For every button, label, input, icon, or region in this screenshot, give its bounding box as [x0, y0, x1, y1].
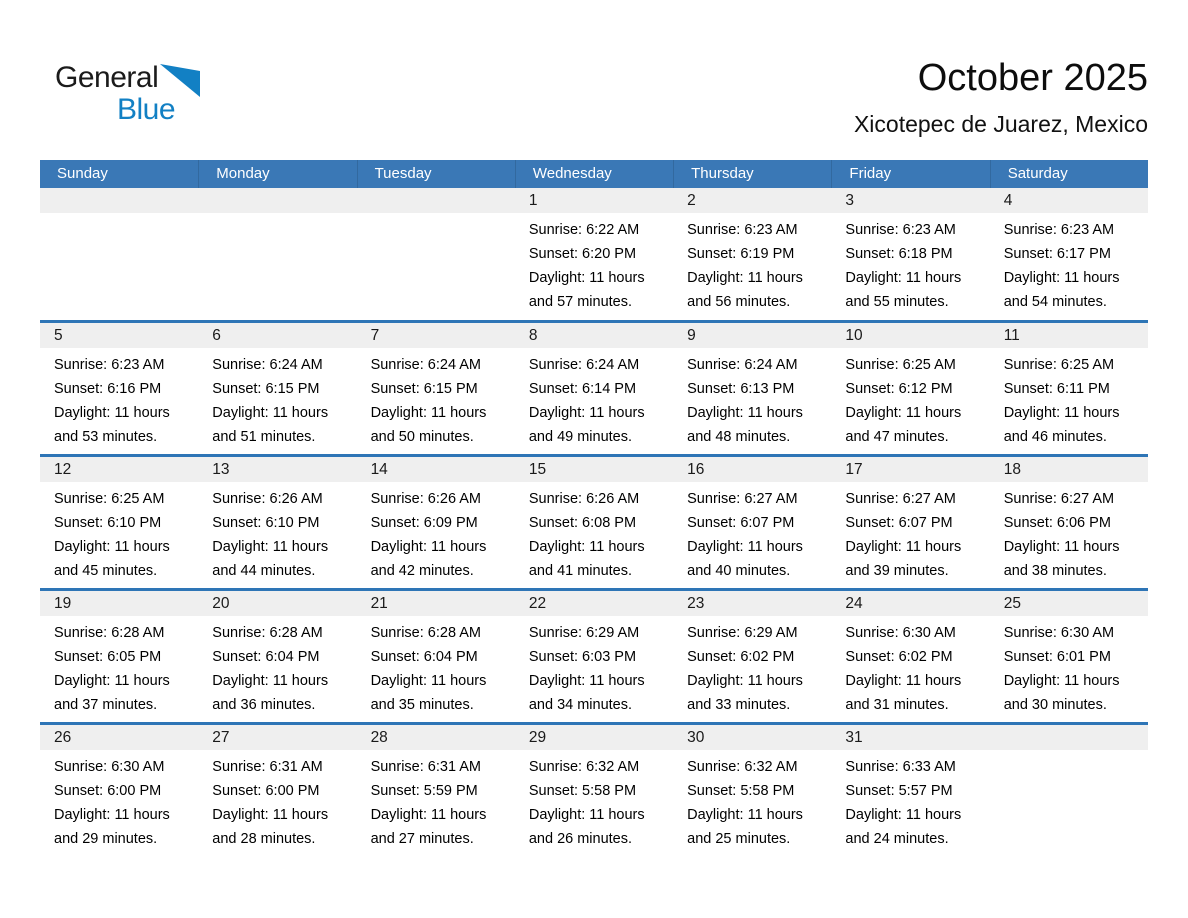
day-number: 7 — [357, 323, 515, 348]
week-row — [40, 588, 1148, 722]
daylight-text-line2: and 35 minutes. — [370, 697, 474, 713]
sunset-text: Sunset: 6:19 PM — [687, 246, 795, 262]
day-details — [198, 348, 356, 449]
day-number: 20 — [198, 591, 356, 616]
sunrise-text: Sunrise: 6:33 AM — [845, 759, 956, 775]
daylight-text-line2: and 34 minutes. — [528, 697, 633, 713]
daylight-text-line1: Daylight: 11 hours — [212, 405, 329, 421]
day-details — [673, 750, 831, 851]
sunrise-text: Sunrise: 6:31 AM — [212, 759, 323, 775]
day-number: 27 — [198, 725, 356, 750]
day-details — [357, 616, 515, 717]
sunrise-text: Sunrise: 6:27 AM — [687, 491, 798, 507]
day-cell — [40, 591, 198, 722]
day-number: 17 — [831, 457, 989, 482]
page-title: October 2025 — [917, 57, 1148, 99]
sunrise-text: Sunrise: 6:25 AM — [845, 357, 956, 373]
day-number: 25 — [990, 591, 1148, 616]
day-number: 29 — [515, 725, 673, 750]
sunset-text: Sunset: 6:15 PM — [370, 381, 478, 397]
daylight-text-line2: and 48 minutes. — [687, 429, 791, 445]
day-cell — [515, 725, 673, 856]
day-number: 1 — [515, 188, 673, 213]
day-number: 10 — [831, 323, 989, 348]
day-cell — [40, 725, 198, 856]
day-number: 8 — [515, 323, 673, 348]
location-subtitle: Xicotepec de Juarez, Mexico — [853, 111, 1148, 137]
day-cell — [198, 188, 356, 320]
sunset-text: Sunset: 6:14 PM — [528, 381, 637, 397]
sunset-text: Sunset: 6:02 PM — [687, 649, 795, 665]
day-details — [673, 482, 831, 583]
daylight-text-line1: Daylight: 11 hours — [528, 673, 645, 689]
sunrise-text: Sunrise: 6:26 AM — [528, 491, 640, 507]
daylight-text-line2: and 45 minutes. — [54, 563, 158, 579]
sunset-text: Sunset: 6:06 PM — [1003, 515, 1111, 531]
day-cell — [673, 323, 831, 454]
sunrise-text: Sunrise: 6:25 AM — [1003, 357, 1115, 373]
sunrise-text: Sunrise: 6:23 AM — [687, 222, 798, 238]
day-details — [831, 750, 989, 851]
weekday-header-cell: Wednesday — [515, 160, 673, 188]
daylight-text-line1: Daylight: 11 hours — [687, 270, 803, 286]
weekday-header-cell: Sunday — [57, 165, 108, 182]
general-blue-logo — [55, 62, 200, 125]
day-cell — [357, 457, 515, 588]
day-details — [40, 750, 198, 851]
day-details — [40, 213, 198, 218]
weekday-header-row — [40, 160, 1148, 188]
day-details — [515, 750, 673, 851]
sunset-text: Sunset: 6:08 PM — [528, 515, 637, 531]
day-details — [990, 750, 1148, 755]
daylight-text-line1: Daylight: 11 hours — [54, 807, 170, 823]
daylight-text-line2: and 57 minutes. — [528, 294, 633, 310]
day-cell — [831, 725, 989, 856]
daylight-text-line1: Daylight: 11 hours — [687, 673, 803, 689]
sunset-text: Sunset: 6:04 PM — [370, 649, 478, 665]
sunset-text: Sunset: 6:20 PM — [528, 246, 637, 262]
day-cell — [198, 725, 356, 856]
day-cell — [515, 591, 673, 722]
daylight-text-line1: Daylight: 11 hours — [212, 673, 329, 689]
day-details — [990, 482, 1148, 583]
daylight-text-line2: and 56 minutes. — [687, 294, 791, 310]
day-number: 16 — [673, 457, 831, 482]
daylight-text-line2: and 50 minutes. — [370, 429, 474, 445]
daylight-text-line1: Daylight: 11 hours — [528, 807, 645, 823]
week-row — [40, 454, 1148, 588]
day-cell — [990, 591, 1148, 722]
day-number: 6 — [198, 323, 356, 348]
day-number: 13 — [198, 457, 356, 482]
day-cell — [515, 188, 673, 320]
sunrise-text: Sunrise: 6:30 AM — [845, 625, 956, 641]
day-details — [515, 482, 673, 583]
daylight-text-line1: Daylight: 11 hours — [845, 539, 962, 555]
day-number: 3 — [831, 188, 989, 213]
day-cell — [198, 591, 356, 722]
daylight-text-line1: Daylight: 11 hours — [370, 807, 487, 823]
day-cell — [515, 457, 673, 588]
day-cell — [831, 457, 989, 588]
daylight-text-line2: and 46 minutes. — [1003, 429, 1107, 445]
day-number: 24 — [831, 591, 989, 616]
day-cell — [990, 457, 1148, 588]
daylight-text-line2: and 54 minutes. — [1003, 294, 1107, 310]
day-number: 14 — [357, 457, 515, 482]
daylight-text-line1: Daylight: 11 hours — [528, 405, 645, 421]
sunset-text: Sunset: 6:09 PM — [370, 515, 478, 531]
logo-text-blue: Blue — [117, 93, 176, 126]
weekday-header-cell: Tuesday — [357, 160, 515, 188]
day-cell — [990, 323, 1148, 454]
day-cell — [357, 591, 515, 722]
sunset-text: Sunset: 6:11 PM — [1003, 381, 1110, 397]
daylight-text-line1: Daylight: 11 hours — [54, 673, 170, 689]
day-number: 5 — [40, 323, 198, 348]
sunset-text: Sunset: 5:57 PM — [845, 783, 953, 799]
day-details — [357, 348, 515, 449]
sunrise-text: Sunrise: 6:26 AM — [212, 491, 323, 507]
title-block — [854, 56, 1148, 138]
day-cell — [198, 457, 356, 588]
daylight-text-line1: Daylight: 11 hours — [370, 539, 487, 555]
sunrise-text: Sunrise: 6:29 AM — [687, 625, 798, 641]
daylight-text-line1: Daylight: 11 hours — [845, 807, 962, 823]
daylight-text-line1: Daylight: 11 hours — [1003, 673, 1120, 689]
day-cell — [357, 725, 515, 856]
day-details — [515, 616, 673, 717]
daylight-text-line1: Daylight: 11 hours — [845, 270, 962, 286]
sunset-text: Sunset: 5:59 PM — [370, 783, 478, 799]
sunrise-text: Sunrise: 6:31 AM — [370, 759, 481, 775]
daylight-text-line2: and 28 minutes. — [212, 831, 316, 847]
sunset-text: Sunset: 6:04 PM — [212, 649, 320, 665]
daylight-text-line1: Daylight: 11 hours — [370, 405, 487, 421]
day-details — [831, 616, 989, 717]
day-cell — [831, 591, 989, 722]
daylight-text-line1: Daylight: 11 hours — [845, 673, 962, 689]
day-details — [357, 750, 515, 851]
daylight-text-line2: and 42 minutes. — [370, 563, 474, 579]
day-details — [357, 213, 515, 218]
day-details — [673, 348, 831, 449]
daylight-text-line2: and 49 minutes. — [528, 429, 633, 445]
daylight-text-line2: and 51 minutes. — [212, 429, 316, 445]
day-details — [40, 348, 198, 449]
sunrise-text: Sunrise: 6:29 AM — [528, 625, 640, 641]
weekday-header-cell: Saturday — [990, 160, 1148, 188]
day-details — [515, 213, 673, 314]
sunrise-text: Sunrise: 6:24 AM — [687, 357, 798, 373]
daylight-text-line1: Daylight: 11 hours — [528, 539, 645, 555]
day-number: 22 — [515, 591, 673, 616]
day-number — [198, 188, 356, 213]
daylight-text-line1: Daylight: 11 hours — [687, 405, 803, 421]
weekday-header-cell: Friday — [831, 160, 989, 188]
sunrise-text: Sunrise: 6:23 AM — [845, 222, 956, 238]
daylight-text-line1: Daylight: 11 hours — [1003, 539, 1120, 555]
sunset-text: Sunset: 6:01 PM — [1003, 649, 1111, 665]
day-details — [673, 213, 831, 314]
daylight-text-line1: Daylight: 11 hours — [212, 807, 329, 823]
sunset-text: Sunset: 6:00 PM — [54, 783, 162, 799]
weekday-header-cell: Monday — [198, 160, 356, 188]
sunset-text: Sunset: 6:07 PM — [845, 515, 953, 531]
day-details — [40, 616, 198, 717]
day-number: 28 — [357, 725, 515, 750]
sunrise-text: Sunrise: 6:24 AM — [528, 357, 640, 373]
day-details — [198, 482, 356, 583]
calendar-weeks — [40, 188, 1148, 856]
day-details — [831, 482, 989, 583]
day-details — [515, 348, 673, 449]
day-cell — [990, 188, 1148, 320]
day-details — [831, 348, 989, 449]
week-row — [40, 320, 1148, 454]
sunrise-text: Sunrise: 6:24 AM — [370, 357, 481, 373]
sunrise-text: Sunrise: 6:28 AM — [54, 625, 165, 641]
day-number: 23 — [673, 591, 831, 616]
sunrise-text: Sunrise: 6:22 AM — [528, 222, 640, 238]
sunset-text: Sunset: 6:00 PM — [212, 783, 320, 799]
daylight-text-line2: and 38 minutes. — [1003, 563, 1107, 579]
sunrise-text: Sunrise: 6:26 AM — [370, 491, 481, 507]
daylight-text-line2: and 44 minutes. — [212, 563, 316, 579]
day-details — [198, 616, 356, 717]
sunrise-text: Sunrise: 6:24 AM — [212, 357, 323, 373]
sunset-text: Sunset: 6:10 PM — [54, 515, 162, 531]
day-number: 9 — [673, 323, 831, 348]
day-cell — [40, 457, 198, 588]
day-cell — [357, 323, 515, 454]
day-details — [198, 213, 356, 218]
sunset-text: Sunset: 6:05 PM — [54, 649, 162, 665]
sunrise-text: Sunrise: 6:27 AM — [1003, 491, 1115, 507]
day-cell — [990, 725, 1148, 856]
day-details — [357, 482, 515, 583]
day-details — [831, 213, 989, 314]
daylight-text-line2: and 33 minutes. — [687, 697, 791, 713]
daylight-text-line2: and 53 minutes. — [54, 429, 158, 445]
day-cell — [40, 188, 198, 320]
daylight-text-line2: and 37 minutes. — [54, 697, 158, 713]
daylight-text-line2: and 29 minutes. — [54, 831, 158, 847]
sunrise-text: Sunrise: 6:28 AM — [370, 625, 481, 641]
sunrise-text: Sunrise: 6:27 AM — [845, 491, 956, 507]
sunset-text: Sunset: 6:18 PM — [845, 246, 953, 262]
week-row — [40, 188, 1148, 320]
daylight-text-line1: Daylight: 11 hours — [1003, 405, 1120, 421]
sunset-text: Sunset: 6:07 PM — [687, 515, 795, 531]
day-number — [990, 725, 1148, 750]
day-cell — [40, 323, 198, 454]
day-number: 26 — [40, 725, 198, 750]
sunset-text: Sunset: 6:12 PM — [845, 381, 953, 397]
daylight-text-line2: and 25 minutes. — [687, 831, 791, 847]
day-cell — [831, 188, 989, 320]
daylight-text-line2: and 39 minutes. — [845, 563, 949, 579]
daylight-text-line2: and 27 minutes. — [370, 831, 474, 847]
weekday-header-cell: Thursday — [673, 160, 831, 188]
day-cell — [673, 188, 831, 320]
day-cell — [357, 188, 515, 320]
daylight-text-line2: and 24 minutes. — [845, 831, 949, 847]
daylight-text-line1: Daylight: 11 hours — [528, 270, 645, 286]
sunrise-text: Sunrise: 6:32 AM — [528, 759, 640, 775]
day-number: 15 — [515, 457, 673, 482]
daylight-text-line2: and 36 minutes. — [212, 697, 316, 713]
sunrise-text: Sunrise: 6:30 AM — [54, 759, 165, 775]
sunset-text: Sunset: 6:10 PM — [212, 515, 320, 531]
sunrise-text: Sunrise: 6:32 AM — [687, 759, 798, 775]
daylight-text-line2: and 41 minutes. — [528, 563, 633, 579]
sunrise-text: Sunrise: 6:25 AM — [54, 491, 165, 507]
daylight-text-line2: and 30 minutes. — [1003, 697, 1107, 713]
day-number: 31 — [831, 725, 989, 750]
day-number — [40, 188, 198, 213]
logo-text-general: General — [55, 61, 159, 94]
sunset-text: Sunset: 6:13 PM — [687, 381, 795, 397]
sunrise-text: Sunrise: 6:30 AM — [1003, 625, 1115, 641]
day-details — [990, 616, 1148, 717]
sunset-text: Sunset: 6:15 PM — [212, 381, 320, 397]
day-number: 2 — [673, 188, 831, 213]
day-number: 11 — [990, 323, 1148, 348]
day-details — [40, 482, 198, 583]
day-details — [990, 348, 1148, 449]
calendar-grid — [40, 160, 1148, 856]
sunset-text: Sunset: 6:02 PM — [845, 649, 953, 665]
sunset-text: Sunset: 6:03 PM — [528, 649, 637, 665]
week-row — [40, 722, 1148, 856]
day-cell — [198, 323, 356, 454]
daylight-text-line1: Daylight: 11 hours — [212, 539, 329, 555]
daylight-text-line2: and 47 minutes. — [845, 429, 949, 445]
daylight-text-line1: Daylight: 11 hours — [845, 405, 962, 421]
daylight-text-line1: Daylight: 11 hours — [1003, 270, 1120, 286]
day-number: 30 — [673, 725, 831, 750]
daylight-text-line2: and 26 minutes. — [528, 831, 633, 847]
sunrise-text: Sunrise: 6:23 AM — [1003, 222, 1115, 238]
day-number: 4 — [990, 188, 1148, 213]
sunset-text: Sunset: 5:58 PM — [528, 783, 637, 799]
sunset-text: Sunset: 6:17 PM — [1003, 246, 1111, 262]
day-cell — [673, 725, 831, 856]
day-number: 19 — [40, 591, 198, 616]
day-details — [990, 213, 1148, 314]
sunset-text: Sunset: 5:58 PM — [687, 783, 795, 799]
day-number — [357, 188, 515, 213]
day-cell — [673, 457, 831, 588]
day-cell — [831, 323, 989, 454]
day-number: 12 — [40, 457, 198, 482]
daylight-text-line2: and 40 minutes. — [687, 563, 791, 579]
sunset-text: Sunset: 6:16 PM — [54, 381, 162, 397]
day-cell — [515, 323, 673, 454]
day-number: 18 — [990, 457, 1148, 482]
sunrise-text: Sunrise: 6:23 AM — [54, 357, 165, 373]
daylight-text-line2: and 31 minutes. — [845, 697, 949, 713]
day-cell — [673, 591, 831, 722]
daylight-text-line1: Daylight: 11 hours — [54, 539, 170, 555]
daylight-text-line1: Daylight: 11 hours — [370, 673, 487, 689]
day-number: 21 — [357, 591, 515, 616]
sunrise-text: Sunrise: 6:28 AM — [212, 625, 323, 641]
daylight-text-line1: Daylight: 11 hours — [687, 539, 803, 555]
daylight-text-line2: and 55 minutes. — [845, 294, 949, 310]
daylight-text-line1: Daylight: 11 hours — [54, 405, 170, 421]
day-details — [198, 750, 356, 851]
daylight-text-line1: Daylight: 11 hours — [687, 807, 803, 823]
day-details — [673, 616, 831, 717]
